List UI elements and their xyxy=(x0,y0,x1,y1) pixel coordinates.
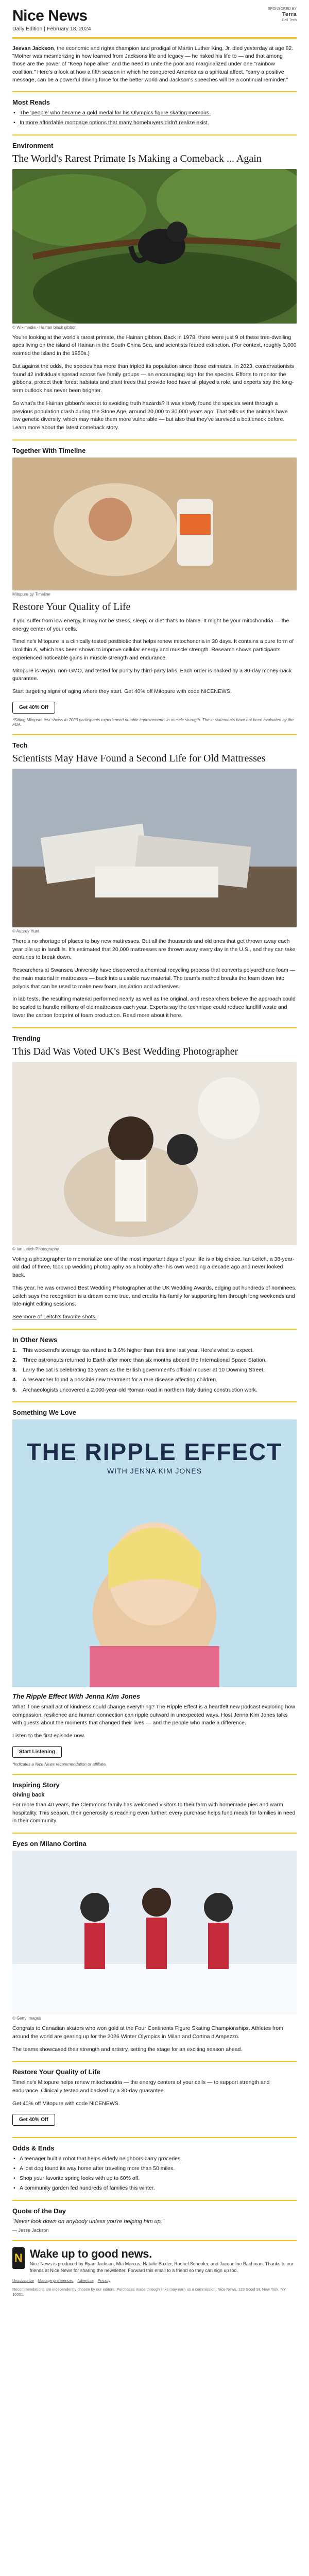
section-title: Odds & Ends xyxy=(12,2144,55,2152)
story-paragraph: Congrats to Canadian skaters who won gold at the Four Continents Figure Skating Championships. Athletes from around the world are gearing up for the 2026 Winter Olympics in Milan and Cortina d'Ampezzo. xyxy=(12,2025,283,2040)
list-item[interactable]: • A lost dog found its way home after traveling more than 50 miles. xyxy=(12,2165,297,2173)
brand-logo[interactable]: Nice News xyxy=(12,7,88,24)
divider xyxy=(12,2061,297,2062)
most-read-section xyxy=(12,98,297,127)
section-title: In Other News xyxy=(12,1335,58,1344)
story-paragraph: So what's the Hainan gibbon's secret to avoiding truth hazards? It was slowly found the species went through a previous population crash during the Stone Age, around 20,000 to 30,000 years ago. That tells us the animals have low genetic diversity, which may make them more vulnerable — but also that they've survived a bottleneck before. Learn more about the latest comeback story. xyxy=(12,400,288,431)
get-offer-button[interactable]: Get 40% Off xyxy=(12,2114,55,2126)
story-paragraph: Researchers at Swansea University have discovered a chemical recycling process that converts polyurethane foam — the main material in mattresses — back into a usable raw material. The team's method breaks the foam down into polyols that can be used to make new foam, insulation and adhesives. xyxy=(12,967,296,990)
divider xyxy=(12,2200,297,2201)
story-headline[interactable]: Restore Your Quality of Life xyxy=(12,601,131,613)
story-paragraph: This year, he was crowned Best Wedding Photographer at the UK Wedding Awards, edging out hundreds of nominees. Leitch says the recognition is a dream come true, and credits his family for supporting him through long weekends and late-night editing sessions. xyxy=(12,1284,297,1308)
sponsored-section xyxy=(12,447,297,727)
image-caption: © Ian Leitch Photography xyxy=(12,1246,59,1251)
section-title: Eyes on Milano Cortina xyxy=(12,1840,87,1848)
news-item[interactable]: 1. This weekend's average tax refund is 3.6% higher than this time last year. Here's what to expect. xyxy=(12,1347,254,1353)
restore-section xyxy=(12,2068,297,2129)
story-paragraph: In lab tests, the resulting material performed nearly as well as the original, and researchers believe the approach could be scaled to handle millions of old mattresses each year. Experts say the technique could reduce landfill waste and lower the carbon footprint of foam production. Read more about it here. xyxy=(12,996,296,1019)
divider xyxy=(12,134,297,135)
list-item[interactable]: • In more affordable mortgage options that many homebuyers didn't realize exist. xyxy=(12,119,297,127)
divider xyxy=(12,734,297,735)
news-item[interactable]: 3. Larry the cat is celebrating 13 years as the British government's official mouser at 10 Downing Street. xyxy=(12,1367,265,1374)
list-item[interactable]: • A community garden fed hundreds of families this winter. xyxy=(12,2184,297,2192)
image-caption: © Wikimedia · Hainan black gibbon xyxy=(12,325,77,330)
story-headline[interactable]: Scientists May Have Found a Second Life for Old Mattresses xyxy=(12,752,266,764)
podcast-headline[interactable]: The Ripple Effect With Jenna Kim Jones xyxy=(12,1692,141,1700)
ad-footnote: *Sitting Mitopure test shows in 2023 participants experienced notable improvements in muscle strength. These statements have not been evaluated by the FDA. xyxy=(12,717,294,727)
sponsor-logo: Terra xyxy=(282,11,297,18)
divider xyxy=(12,1833,297,1834)
divider xyxy=(12,1401,297,1402)
skaters-illustration xyxy=(12,1851,297,2014)
sponsor-block[interactable] xyxy=(268,7,297,23)
footer xyxy=(12,2247,297,2312)
get-offer-button[interactable]: Get 40% Off xyxy=(12,702,55,714)
story-paragraph: The teams showcased their strength and artistry, setting the stage for an exciting season ahead. xyxy=(12,2046,243,2053)
divider xyxy=(12,1329,297,1330)
trending-section xyxy=(12,1035,297,1321)
footer-text: Nice News is produced by Ryan Jackson, Mia Marcus, Natalie Baxter, Rachel Schooler, and Jacqueline Bachman. Thanks to our friends at Nice News for sharing the newsletter. Forward this email to a friend so they can sign up too. xyxy=(29,2261,294,2274)
footer-links xyxy=(12,2278,297,2283)
divider xyxy=(12,2137,297,2138)
image-caption: © Aubrey Hunt xyxy=(12,928,40,934)
quote-text: "Never look down on anybody unless you're helping him up." xyxy=(12,2218,164,2225)
start-listening-button[interactable]: Start Listening xyxy=(12,1746,62,1758)
ad-footnote: *Indicates a Nice News recommendation or affiliate. xyxy=(12,1761,107,1767)
wedding-photo xyxy=(12,1062,297,1245)
footer-logo: N xyxy=(12,2247,25,2269)
section-title: Tech xyxy=(12,741,28,749)
product-photo xyxy=(12,457,297,590)
news-item[interactable]: 2. Three astronauts returned to Earth after more than six months aboard the International Space Station. xyxy=(12,1357,267,1363)
section-title: Inspiring Story xyxy=(12,1781,60,1789)
podcast-cover-author: WITH JENNA KIM JONES xyxy=(107,1466,202,1475)
unsubscribe-link[interactable]: Unsubscribe xyxy=(12,2278,34,2283)
story-paragraph: What if one small act of kindness could change everything? The Ripple Effect is a heartfelt new podcast exploring how compassion, resilience and human connection can ripple outward in unexpected ways. Host Jenna Kim Jones talks with guests about the moments that changed their lives — and the people who made a difference. xyxy=(12,1703,295,1726)
advertise-link[interactable]: Advertise xyxy=(77,2278,94,2283)
tech-section xyxy=(12,741,297,1020)
story-paragraph: Get 40% off Mitopure with code NICENEWS. xyxy=(12,2100,120,2107)
dateline: Daily Edition | February 18, 2024 xyxy=(12,26,91,32)
story-paragraph: There's no shortage of places to buy new mattresses. But all the thousands and old ones that get thrown away each year pile up in landfills. It's estimated that 20,000 mattresses are thrown away every day in the U.S., and they can take centuries to break down. xyxy=(12,938,296,961)
story-link[interactable]: See more of Leitch's favorite shots. xyxy=(12,1314,97,1320)
image-caption: © Getty Images xyxy=(12,2016,41,2021)
story-paragraph: Voting a photographer to memorialize one of the most important days of your life is a big choice. Ian Leitch, a 38-year-old dad of three, took up wedding photography as a hobby after his own wedding a decade ago and never looked back. xyxy=(12,1256,295,1279)
mattress-illustration xyxy=(12,769,297,927)
manage-preferences-link[interactable]: Manage preferences xyxy=(38,2278,74,2283)
news-item[interactable]: 5. Archaeologists uncovered a 2,000-year-old Roman road in northern Italy during construction work. xyxy=(12,1386,258,1393)
something-we-love-section xyxy=(12,1409,297,1767)
inspiring-section xyxy=(12,1781,297,1825)
story-paragraph: If you suffer from low energy, it may not be stress, sleep, or diet that's to blame. It might be your mitochondria — the energy center of your cells. xyxy=(12,617,289,632)
podcast-cover[interactable] xyxy=(12,1419,297,1687)
other-news-section xyxy=(12,1336,297,1394)
skaters-photo xyxy=(12,1851,297,2014)
product-illustration xyxy=(12,457,297,590)
section-title: Something We Love xyxy=(12,1408,76,1416)
story-paragraph: Start targeting signs of aging where they start. Get 40% off Mitopure with code NICENEWS. xyxy=(12,688,232,695)
story-kicker: Giving back xyxy=(12,1791,45,1798)
mattresses-photo xyxy=(12,769,297,927)
environment-section xyxy=(12,142,297,432)
footer-title: Wake up to good news. xyxy=(29,2247,152,2261)
image-caption: Mitopure by Timeline xyxy=(12,591,50,597)
gibbon-photo xyxy=(12,169,297,324)
section-title: Together With Timeline xyxy=(12,446,86,454)
story-paragraph: Timeline's Mitopure is a clinically tested postbiotic that helps renew mitochondria in 30 days. It contains a pure form of Urolithin A, which has been shown to improve cellular energy and muscle strength. Research shows participants experienced noticeable gains in muscle strength and endurance. xyxy=(12,638,294,661)
quote-section xyxy=(12,2207,297,2233)
section-title: Quote of the Day xyxy=(12,2207,66,2215)
divider xyxy=(12,91,297,92)
divider xyxy=(12,1027,297,1028)
gibbon-illustration xyxy=(12,169,297,324)
story-headline[interactable]: The World's Rarest Primate Is Making a Comeback ... Again xyxy=(12,152,262,164)
list-item[interactable]: • A teenager built a robot that helps elderly neighbors carry groceries. xyxy=(12,2155,297,2163)
intro-name[interactable]: Jeevan Jackson xyxy=(12,45,54,52)
story-paragraph: But against the odds, the species has more than tripled its population since those estimates. In 2023, conservationists found 42 individuals spread across five family groups — an encouraging sign for the species. Efforts to monitor the gibbons, protect their forest habitats and plant trees that provide food have all played a role, and experts say the long-term outlook has never been brighter. xyxy=(12,363,294,394)
divider xyxy=(12,37,297,39)
olympics-section xyxy=(12,1840,297,2054)
story-paragraph: You're looking at the world's rarest primate, the Hainan gibbon. Back in 1978, there were just 9 of these tree-dwelling apes living on the island of Hainan in the South China Sea, and scientists feared extinction. (For context, roughly 3,000 roamed the island in the 1950s.) xyxy=(12,334,297,357)
section-title: Most Reads xyxy=(12,98,50,107)
story-paragraph: For more than 40 years, the Clemmons family has welcomed visitors to their farm with homemade pies and warm hospitality. This season, their generosity is reaching even further: every purchase helps fund meals for families in need in their community. xyxy=(12,1801,296,1824)
quote-source: — Jesse Jackson xyxy=(12,2228,49,2233)
privacy-link[interactable]: Privacy xyxy=(97,2278,111,2283)
header xyxy=(12,0,297,32)
section-title: Restore Your Quality of Life xyxy=(12,2068,100,2076)
divider xyxy=(12,439,297,440)
sponsor-sub: Cell Tech xyxy=(282,18,297,22)
list-item[interactable]: • Shop your favorite spring looks with up to 60% off. xyxy=(12,2175,297,2182)
legal-text: Recommendations are independently chosen by our editors. Purchases made through links may earn us a commission. Nice News, 123 Good St, New York, NY 10001. xyxy=(12,2286,286,2297)
story-headline[interactable]: This Dad Was Voted UK's Best Wedding Photographer xyxy=(12,1045,238,1057)
list-item[interactable]: • The 'people' who became a gold medal for his Olympics figure skating memoirs. xyxy=(12,109,297,117)
news-item[interactable]: 4. A researcher found a possible new treatment for a rare disease affecting children. xyxy=(12,1377,218,1383)
divider xyxy=(12,2240,297,2241)
section-title: Trending xyxy=(12,1034,41,1042)
odds-ends-section xyxy=(12,2144,297,2193)
story-paragraph: Mitopure is vegan, non-GMO, and tested for purity by third-party labs. Each order is backed by a 30-day money-back guarantee. xyxy=(12,667,292,682)
intro-text: , the economic and rights champion and prodigal of Martin Luther King, Jr. died yesterday at age 82. "Mother was mesmerizing in how learned from Jacksons life and legacy — he risked his life to — and that among those are the power of "Keep hope alive" and the need to unite the poor and marginalized under one "rainbow coalition." Here's a look at how a fifth season in which he conquered America as a spiritual affect, "carry a positive message, can be a powerful driving force for the better world and Jackson's speeches will be a continual reminder." xyxy=(12,45,294,83)
story-paragraph: Listen to the first episode now. xyxy=(12,1733,85,1739)
podcast-cover-title: THE RIPPLE EFFECT xyxy=(26,1438,283,1465)
podcast-cover-text xyxy=(12,1440,297,1475)
sponsor-label: SPONSORED BY xyxy=(267,7,297,11)
divider xyxy=(12,1774,297,1775)
story-paragraph: Timeline's Mitopure helps renew mitochondria — the energy centers of your cells — to support strength and endurance. Clinically tested and backed by a 30-day guarantee. xyxy=(12,2079,270,2094)
wedding-illustration xyxy=(12,1062,297,1245)
intro-paragraph xyxy=(12,45,297,84)
section-title: Environment xyxy=(12,141,54,149)
